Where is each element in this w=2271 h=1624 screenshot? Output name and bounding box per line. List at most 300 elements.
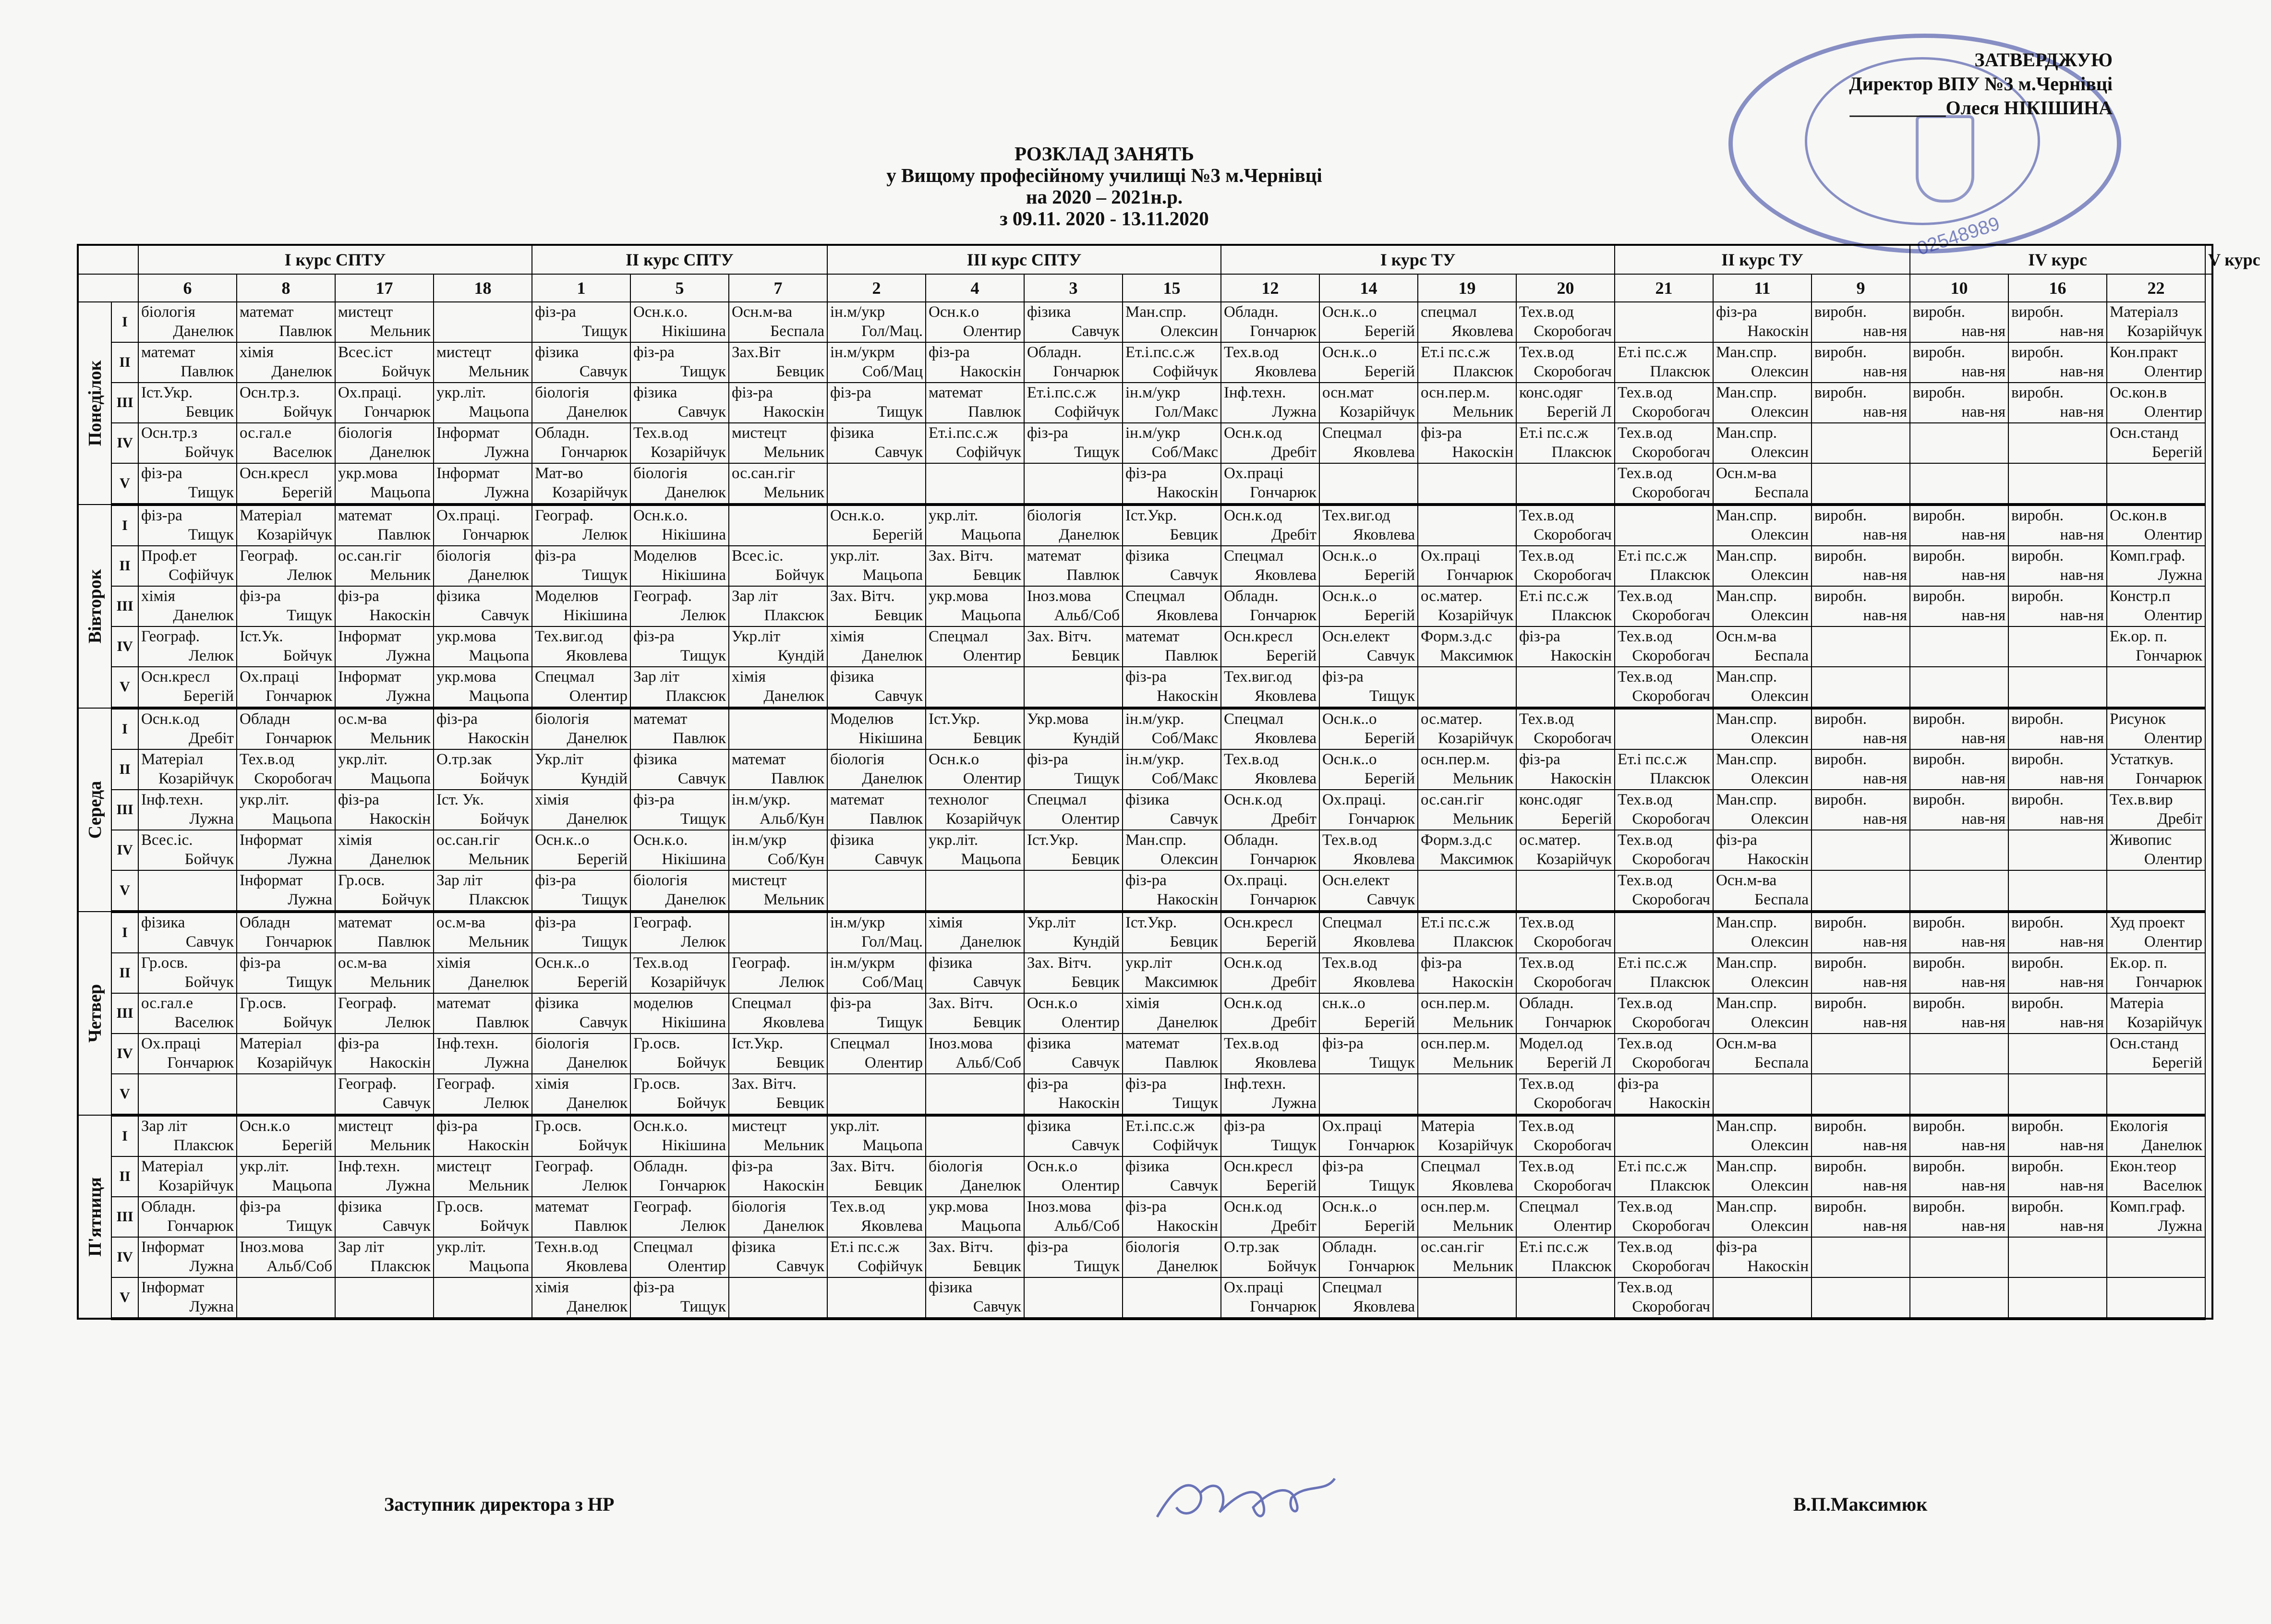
subject: фіз-ра [732,1158,773,1175]
subject: Осн.кресл [240,465,309,482]
subject: виробн. [2011,954,2064,972]
schedule-row [78,953,2212,993]
teacher: нав-ня [1863,770,1908,787]
schedule-row [78,586,2212,626]
lesson-cell [1812,342,1910,383]
lesson-cell [2008,463,2107,505]
group-number: 14 [1319,274,1418,302]
lesson-cell [729,1115,827,1156]
subject: ос.м-ва [338,954,387,972]
teacher: нав-ня [1863,403,1908,421]
lesson-cell [434,342,532,383]
lesson-cell [729,870,827,912]
lesson-cell [1024,1156,1123,1197]
teacher: Гончарюк [2136,647,2203,664]
subject: Осн.к.о. [633,831,688,849]
teacher: Павлюк [870,810,923,828]
teacher: нав-ня [1961,730,2006,747]
pair-number: І [111,1115,138,1156]
teacher: Нікішина [662,1014,726,1031]
subject: Гр.осв. [633,1075,680,1093]
teacher: нав-ня [2060,933,2104,950]
subject: Спецмал [732,995,792,1012]
subject: Моделюв [830,710,894,728]
teacher: Савчук [382,1217,431,1235]
subject: Тех.в.од [1519,954,1574,972]
teacher: Савчук [874,851,923,868]
lesson-cell [335,1156,434,1197]
teacher: Накоскін [1058,1095,1120,1112]
teacher: Данелюк [567,730,628,747]
lesson-cell [138,1197,237,1237]
lesson-cell [2008,1034,2107,1074]
subject: Тех.в.од [1618,628,1673,645]
lesson-cell [532,383,630,423]
teacher: Козарійчук [650,974,726,991]
lesson-cell [1123,790,1221,830]
teacher: Козарійчук [552,484,628,501]
lesson-cell [630,1197,729,1237]
schedule-row [78,1197,2212,1237]
lesson-cell [1615,423,1713,463]
lesson-cell [1812,993,1910,1034]
lesson-cell [630,953,729,993]
teacher: Бевцик [1071,974,1120,991]
subject: Ох.праці. [436,507,500,524]
lesson-cell [729,1277,827,1319]
teacher: нав-ня [1863,933,1908,950]
teacher: Олентир [2144,933,2203,950]
subject: спецмал [1421,303,1477,321]
lesson-cell [1615,505,1713,546]
lesson-cell [532,586,630,626]
lesson-cell [2107,302,2205,342]
lesson-cell [1319,423,1418,463]
subject: виробн. [2011,1198,2064,1215]
lesson-cell [532,505,630,546]
teacher: Васелюк [273,444,332,461]
subject: Спецмал [1421,1158,1481,1175]
lesson-cell [1221,626,1319,667]
lesson-cell [1221,993,1319,1034]
teacher: Бойчук [480,770,529,787]
teacher: Тищук [680,1298,726,1315]
lesson-cell [1910,667,2008,708]
subject: фіз-ра [1125,872,1167,889]
lesson-cell [2008,790,2107,830]
lesson-cell [532,423,630,463]
lesson-cell [926,870,1024,912]
teacher: Яковлева [1353,1298,1415,1315]
teacher: Гончарюк [462,526,529,543]
lesson-cell [1516,912,1615,953]
group-number: 6 [138,274,237,302]
subject: Іст.Укр. [929,710,980,728]
schedule-row [78,1074,2212,1115]
teacher: Олентир [2144,851,2203,868]
subject: виробн. [1913,710,1965,728]
subject: О.тр.зак [1224,1239,1280,1256]
subject: Зар літ [633,668,679,686]
teacher: нав-ня [2060,1137,2104,1154]
subject: виробн. [1814,751,1867,768]
lesson-cell [1713,1277,1812,1319]
teacher: Олентир [963,647,1022,664]
teacher: Гончарюк [266,730,332,747]
subject: Інформат [436,424,500,442]
subject: фіз-ра [1421,424,1462,442]
teacher: Савчук [1071,323,1120,340]
subject: Зах. Вітч. [1027,954,1092,972]
subject: Тех.в.од [1618,588,1673,605]
lesson-cell [335,586,434,626]
subject: Спецмал [1322,914,1382,931]
teacher: Берегій [1266,933,1317,950]
lesson-cell [630,626,729,667]
group-number: 7 [729,274,827,302]
subject: виробн. [1814,791,1867,808]
subject: фізика [830,424,874,442]
teacher: Данелюк [763,687,825,705]
lesson-cell [1615,1156,1713,1197]
teacher: Соб/Макс [1151,770,1219,787]
teacher: Берегій [1364,363,1415,380]
subject: математ [141,344,195,361]
schedule-row [78,667,2212,708]
pair-number: ІV [111,626,138,667]
lesson-cell [1024,463,1123,505]
lesson-cell [138,912,237,953]
teacher: Олексин [1751,403,1809,421]
subject: Ох.праці [1421,547,1481,565]
teacher: Данелюк [567,1054,628,1071]
lesson-cell [1910,993,2008,1034]
lesson-cell [2107,505,2205,546]
lesson-cell [1123,383,1221,423]
subject: виробн. [2011,710,2064,728]
subject: Тех.в.од [1618,1198,1673,1215]
title-year: на 2020 – 2021н.р. [1026,186,1183,208]
teacher: Козарійчук [2127,323,2203,340]
subject: Тех.в.од [1519,1075,1574,1093]
subject: фізика [1027,303,1071,321]
teacher: Берегій [1364,1014,1415,1031]
subject: виробн. [1814,1198,1867,1215]
teacher: Олентир [2144,526,2203,543]
lesson-cell [335,626,434,667]
teacher: Гончарюк [364,403,431,421]
teacher: Софійчук [1054,403,1120,421]
lesson-cell [1221,1237,1319,1277]
subject: Осн.к.о [1027,995,1078,1012]
lesson-cell [1123,1237,1221,1277]
lesson-cell [335,423,434,463]
lesson-cell [1812,383,1910,423]
teacher: Козарійчук [1438,607,1514,624]
teacher: Мацьопа [961,526,1022,543]
teacher: нав-ня [2060,974,2104,991]
teacher: Козарійчук [256,1054,332,1071]
teacher: Скоробогач [1534,1137,1612,1154]
subject: математ [830,791,884,808]
subject: Матеріал [141,1158,204,1175]
lesson-cell [434,626,532,667]
teacher: Мельник [370,566,431,584]
deputy-director-name: В.П.Максимюк [1793,1493,1928,1515]
lesson-cell [1812,586,1910,626]
lesson-cell [1516,1277,1615,1319]
teacher: Павлюк [181,363,234,380]
subject: Осн.станд [2110,424,2179,442]
teacher: Гончарюк [2136,974,2203,991]
teacher: Скоробогач [1534,1095,1612,1112]
subject: Ет.і пс.с.ж [1618,344,1687,361]
pair-number: ІV [111,830,138,870]
teacher: Бойчук [381,363,431,380]
subject: Обладн. [1224,831,1279,849]
teacher: Бевцик [973,730,1022,747]
subject: Ет.і пс.с.ж [1519,1239,1589,1256]
teacher: Мельник [1452,1014,1514,1031]
teacher: Гончарюк [1348,1137,1415,1154]
subject: укр.літ. [436,1239,486,1256]
subject: Інф.техн. [141,791,204,808]
lesson-cell [729,1074,827,1115]
lesson-cell [1221,790,1319,830]
lesson-cell [2008,586,2107,626]
lesson-cell [434,463,532,505]
subject: укр.мова [338,465,398,482]
teacher: Скоробогач [1632,1258,1711,1275]
lesson-cell [138,1156,237,1197]
subject: Гр.осв. [141,954,188,972]
subject: Осн.к.о [240,1118,290,1135]
teacher: Мельник [468,851,529,868]
teacher: Берегій [281,484,332,501]
subject: Географ. [732,954,791,972]
subject: математ [240,303,294,321]
teacher: Берегій [2151,444,2203,461]
lesson-cell [1221,1074,1319,1115]
subject: Зах. Вітч. [929,547,993,565]
subject: Осн.м-ва [1716,872,1777,889]
lesson-cell [2107,708,2205,749]
lesson-cell [1516,870,1615,912]
teacher: Нікішина [662,566,726,584]
teacher: нав-ня [1961,363,2006,380]
lesson-cell [434,1156,532,1197]
lesson-cell [1123,667,1221,708]
subject: хімія [929,914,963,931]
lesson-cell [532,302,630,342]
teacher: Данелюк [1157,1258,1219,1275]
teacher: Лужна [1272,1095,1317,1112]
group-number: 16 [2008,274,2107,302]
subject: Осн.кресл [1224,1158,1293,1175]
approval-name: __________Олеся НІКІШИНА [1849,97,2113,119]
subject: Інф.техн. [1224,1075,1286,1093]
lesson-cell [1516,1237,1615,1277]
lesson-cell [434,830,532,870]
lesson-cell [532,708,630,749]
subject: фіз-ра [1322,1035,1364,1052]
lesson-cell [237,1074,335,1115]
subject: Осн.к.од [1224,507,1282,524]
teacher: Лелюк [287,566,332,584]
teacher: Гончарюк [1250,891,1317,908]
day-name: Середа [85,781,105,839]
teacher: нав-ня [2060,403,2104,421]
lesson-cell [630,708,729,749]
teacher: Плаксюк [665,687,726,705]
subject: фіз-ра [830,384,871,401]
lesson-cell [729,1197,827,1237]
lesson-cell [729,993,827,1034]
lesson-cell [237,667,335,708]
subject: виробн. [1814,1118,1867,1135]
subject: Зах. Вітч. [732,1075,797,1093]
subject: виробн. [2011,344,2064,361]
teacher: нав-ня [2060,566,2104,584]
subject: Ман.спр. [1716,954,1777,972]
group-number: 5 [630,274,729,302]
subject: Обладн. [1322,1239,1377,1256]
subject: Іст.Ук. [240,628,283,645]
lesson-cell [335,912,434,953]
lesson-cell [1024,423,1123,463]
subject: виробн. [1913,303,1965,321]
teacher: Нікішина [662,323,726,340]
subject: Тех.в.од [1519,507,1574,524]
lesson-cell [1615,953,1713,993]
subject: осн.мат [1322,384,1374,401]
lesson-cell [1615,586,1713,626]
teacher: Накоскін [1649,1095,1711,1112]
lesson-cell [2107,830,2205,870]
subject: Ох.праці [240,668,300,686]
teacher: Гол/Мац. [861,323,923,340]
lesson-cell [138,1115,237,1156]
teacher: Олексин [1751,1177,1809,1194]
lesson-cell [1516,993,1615,1034]
subject: Спецмал [830,1035,890,1052]
subject: Ос.кон.в [2110,384,2167,401]
subject: Матеріал [141,751,204,768]
lesson-cell [138,505,237,546]
teacher: Мельник [763,484,825,501]
subject: Інформат [141,1239,205,1256]
teacher: Савчук [579,363,628,380]
lesson-cell [138,708,237,749]
subject: фіз-ра [1716,1239,1757,1256]
subject: ос.сан.гіг [436,831,500,849]
lesson-cell [335,953,434,993]
lesson-cell [1418,383,1516,423]
lesson-cell [827,912,926,953]
subject: виробн. [1814,914,1867,931]
subject: Ет.і пс.с.ж [1519,424,1589,442]
teacher: Накоскін [1157,891,1219,908]
lesson-cell [1418,708,1516,749]
teacher: Лужна [189,810,234,828]
lesson-cell [1713,790,1812,830]
lesson-cell [1123,708,1221,749]
group-number: 20 [1516,274,1615,302]
lesson-cell [1123,302,1221,342]
teacher: Лелюк [582,1177,628,1194]
lesson-cell [532,1156,630,1197]
lesson-cell [1418,586,1516,626]
teacher: Мельник [763,891,825,908]
lesson-cell [335,708,434,749]
lesson-cell [1516,790,1615,830]
teacher: Плаксюк [1551,1258,1612,1275]
pair-number: ІV [111,423,138,463]
teacher: Бевцик [973,1258,1022,1275]
subject: Іноз.мова [1027,1198,1091,1215]
subject: хімія [535,1075,569,1093]
subject: Ман.спр. [1716,995,1777,1012]
lesson-cell [1910,505,2008,546]
subject: Проф.ет [141,547,197,565]
subject: фіз-ра [535,872,576,889]
teacher: Лужна [386,1177,431,1194]
teacher: нав-ня [1863,323,1908,340]
teacher: Яковлева [566,647,628,664]
lesson-cell [434,993,532,1034]
teacher: Мельник [370,1137,431,1154]
pair-number: І [111,708,138,749]
lesson-cell [729,505,827,546]
teacher: Альб/Кун [760,810,825,828]
lesson-cell [138,1237,237,1277]
subject: виробн. [1913,344,1965,361]
lesson-cell [1713,1197,1812,1237]
lesson-cell [1319,1034,1418,1074]
subject: фіз-ра [1322,668,1364,686]
group-header: V курс [2205,245,2212,274]
teacher: Данелюк [173,607,234,624]
subject: фізика [1027,1118,1071,1135]
subject: Обладн. [1519,995,1574,1012]
schedule-row [78,1034,2212,1074]
schedule-row [78,302,2212,342]
lesson-cell [630,586,729,626]
subject: Форм.з.д.с [1421,628,1492,645]
subject: виробн. [1814,547,1867,565]
subject: виробн. [2011,303,2064,321]
subject: Тех.в.од [633,424,689,442]
teacher: Гончарюк [561,444,628,461]
subject: Ох.праці. [338,384,402,401]
teacher: Берегій [577,974,628,991]
teacher: Берегій [1364,566,1415,584]
teacher: Гончарюк [2136,770,2203,787]
teacher: Накоскін [468,730,529,747]
subject: Зах. Вітч. [830,588,895,605]
lesson-cell [2008,546,2107,586]
teacher: Олексин [1751,770,1809,787]
lesson-cell [1123,1197,1221,1237]
teacher: Олентир [963,323,1022,340]
subject: Тех.виг.од [1322,507,1390,524]
teacher: Мацьопа [469,1258,529,1275]
teacher: Мельник [370,730,431,747]
teacher: Бойчук [1267,1258,1317,1275]
lesson-cell [237,626,335,667]
teacher: Скоробогач [1632,810,1711,828]
schedule-row [78,383,2212,423]
